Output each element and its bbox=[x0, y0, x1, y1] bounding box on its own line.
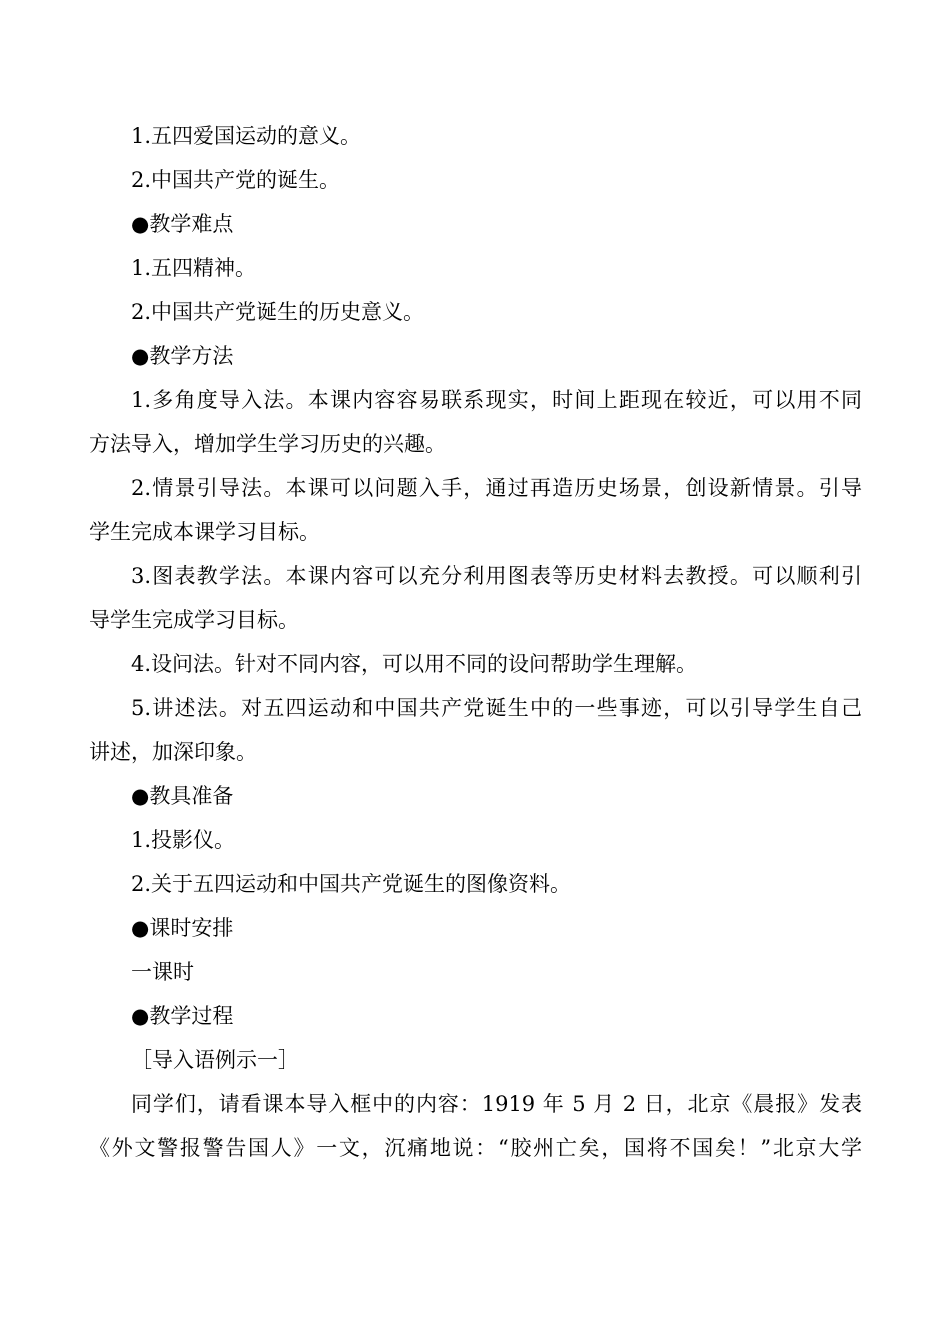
text-line: 2.中国共产党诞生的历史意义。 bbox=[131, 300, 425, 324]
text-line: 1.投影仪。 bbox=[131, 828, 236, 852]
section-heading: ●教学过程 bbox=[131, 1004, 234, 1028]
text-line: 1.五四精神。 bbox=[131, 256, 257, 280]
text-line: 一课时 bbox=[131, 960, 194, 984]
text-line: 同学们，请看课本导入框中的内容：1919 年 5 月 2 日，北京《晨报》发表 bbox=[131, 1092, 862, 1116]
text-line: 讲述，加深印象。 bbox=[89, 740, 257, 764]
text-line: 2.关于五四运动和中国共产党诞生的图像资料。 bbox=[131, 872, 572, 896]
text-line: 5.讲述法。对五四运动和中国共产党诞生中的一些事迹，可以引导学生自己 bbox=[131, 696, 862, 720]
text-line: 1.五四爱国运动的意义。 bbox=[131, 124, 362, 148]
text-line: 导学生完成学习目标。 bbox=[89, 608, 299, 632]
section-heading: ●教学方法 bbox=[131, 344, 234, 368]
text-line: 2.情景引导法。本课可以问题入手，通过再造历史场景，创设新情景。引导 bbox=[131, 476, 862, 500]
text-line: 4.设问法。针对不同内容，可以用不同的设问帮助学生理解。 bbox=[131, 652, 698, 676]
text-line: ［导入语例示一］ bbox=[131, 1048, 299, 1072]
text-line: 3.图表教学法。本课内容可以充分利用图表等历史材料去教授。可以顺利引 bbox=[131, 564, 862, 588]
text-line: 学生完成本课学习目标。 bbox=[89, 520, 320, 544]
document-body bbox=[89, 114, 862, 1170]
section-heading: ●教具准备 bbox=[131, 784, 234, 808]
text-line: 方法导入，增加学生学习历史的兴趣。 bbox=[89, 432, 446, 456]
section-heading: ●教学难点 bbox=[131, 212, 234, 236]
section-heading: ●课时安排 bbox=[131, 916, 234, 940]
text-line: 1.多角度导入法。本课内容容易联系现实，时间上距现在较近，可以用不同 bbox=[131, 388, 862, 412]
text-line: 《外文警报警告国人》一文，沉痛地说：“胶州亡矣，国将不国矣！”北京大学 bbox=[89, 1136, 862, 1160]
text-line: 2.中国共产党的诞生。 bbox=[131, 168, 341, 192]
